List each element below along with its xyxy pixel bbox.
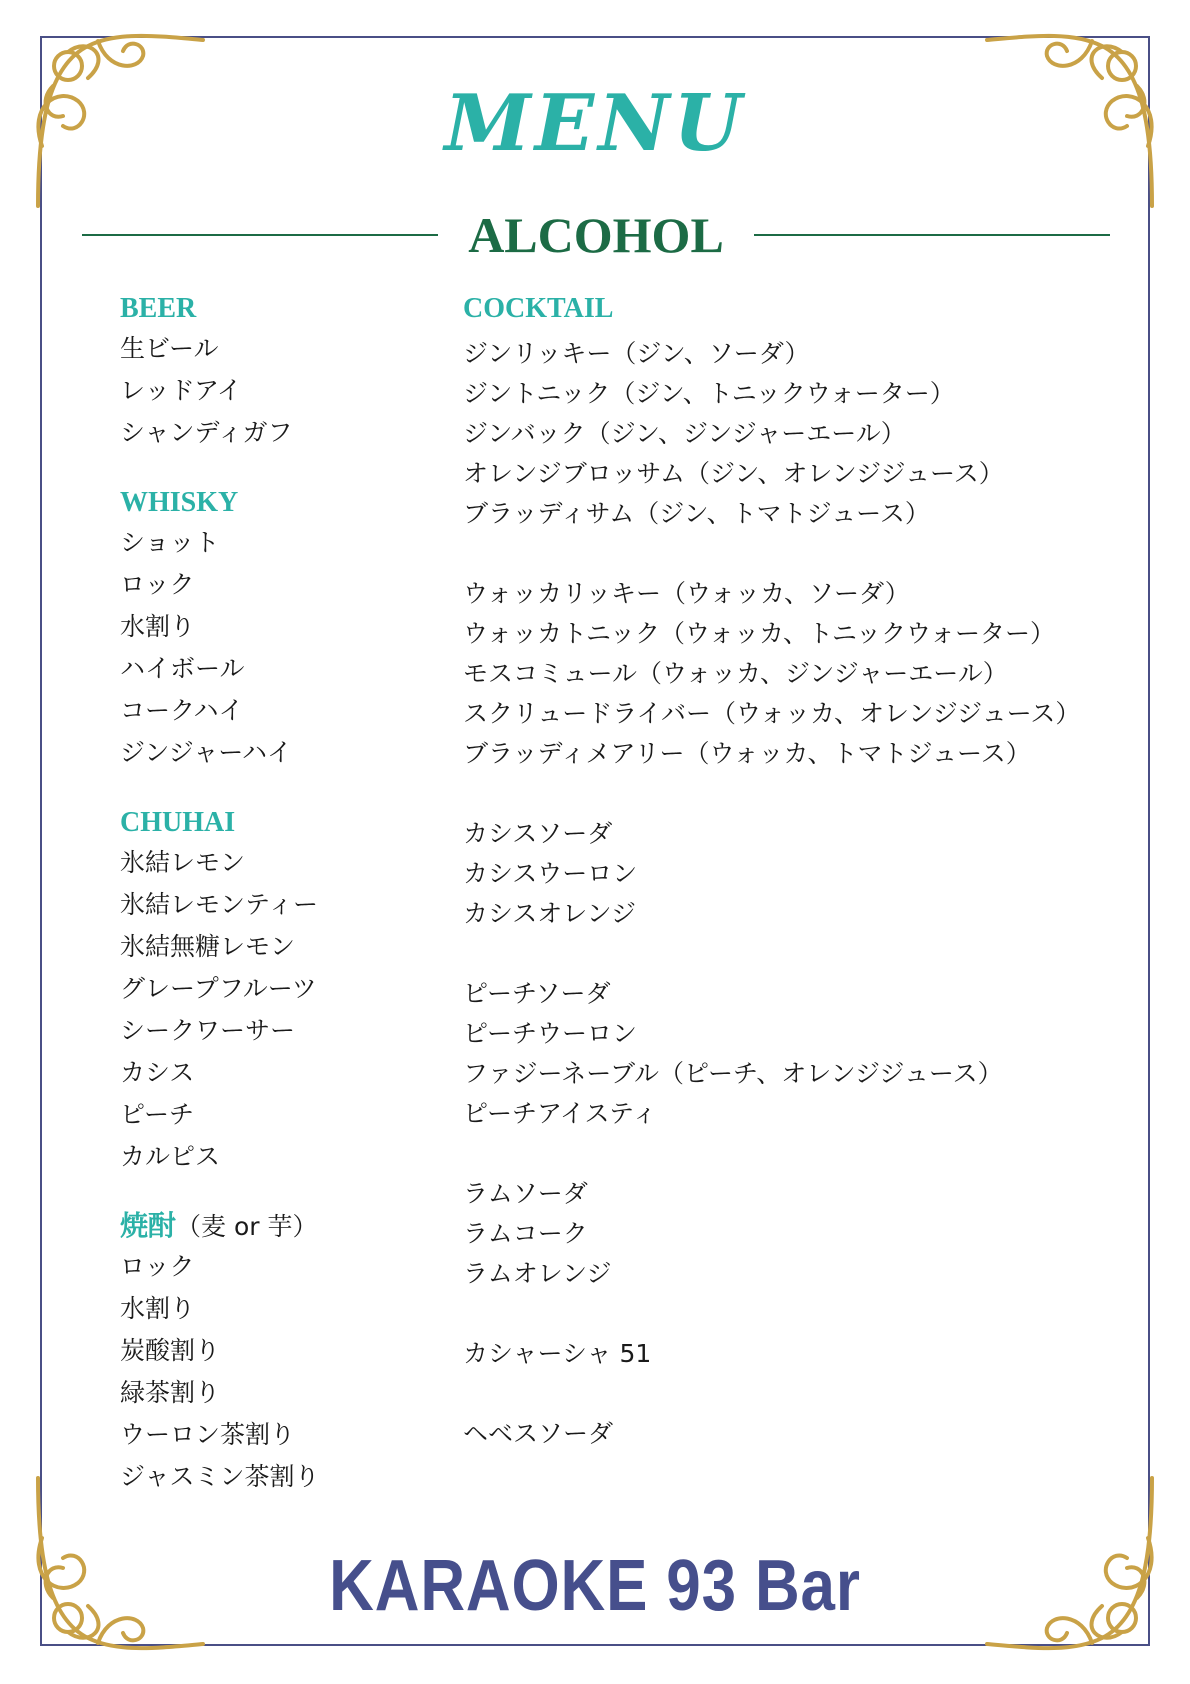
group-gap xyxy=(463,1374,1123,1414)
cocktail-item: ブラッディメアリー（ウォッカ、トマトジュース） xyxy=(463,739,1031,768)
category-suffix: （麦 or 芋） xyxy=(176,1212,318,1241)
menu-item: ジンジャーハイ xyxy=(120,738,293,767)
left-column xyxy=(120,290,440,1498)
menu-item: 氷結レモンティー xyxy=(120,890,319,919)
cocktail-item: カシャーシャ 51 xyxy=(463,1339,652,1368)
menu-item: カルピス xyxy=(120,1142,221,1171)
category-heading xyxy=(120,290,440,328)
group-gap xyxy=(463,774,1123,814)
cocktail-item: ピーチソーダ xyxy=(463,979,611,1008)
group-gap xyxy=(463,534,1123,574)
menu-item: ショット xyxy=(120,528,220,557)
cocktail-item: ウォッカトニック（ウォッカ、トニックウォーター） xyxy=(463,619,1056,648)
category-heading xyxy=(120,484,440,522)
section-heading-row xyxy=(82,205,1110,265)
section-heading: ALCOHOL xyxy=(468,207,724,263)
menu-item: カシス xyxy=(120,1058,195,1087)
category-cocktail: COCKTAIL xyxy=(463,293,614,324)
cocktail-item: カシスソーダ xyxy=(463,819,613,848)
cocktail-item: ヘベスソーダ xyxy=(463,1419,614,1448)
menu-title: MENU xyxy=(444,78,746,169)
cocktail-item: ラムソーダ xyxy=(463,1179,588,1208)
cocktail-item: カシスオレンジ xyxy=(463,899,637,928)
menu-item: 水割り xyxy=(120,1294,196,1323)
menu-item: ウーロン茶割り xyxy=(120,1420,296,1449)
menu-item: グレープフルーツ xyxy=(120,974,317,1003)
cocktail-item: ピーチアイスティ xyxy=(463,1099,658,1128)
right-column xyxy=(463,290,1123,1454)
menu-item: ジャスミン茶割り xyxy=(120,1462,320,1491)
menu-item: シークワーサー xyxy=(120,1016,296,1045)
group-gap xyxy=(463,934,1123,974)
category-label: 焼酎 xyxy=(120,1211,177,1242)
menu-item: 炭酸割り xyxy=(120,1336,221,1365)
menu-item: 氷結レモン xyxy=(120,848,246,877)
cocktail-item: ブラッディサム（ジン、トマトジュース） xyxy=(463,499,930,528)
footer-brand: KARAOKE 93 Bar xyxy=(329,1546,861,1626)
cocktail-item: スクリュードライバー（ウォッカ、オレンジジュース） xyxy=(463,699,1081,728)
cocktail-item: オレンジブロッサム（ジン、オレンジジュース） xyxy=(463,459,1004,488)
category-label: WHISKY xyxy=(120,487,239,518)
menu-item: 氷結無糖レモン xyxy=(120,932,296,961)
cocktail-item: ピーチウーロン xyxy=(463,1019,638,1048)
category-label: BEER xyxy=(120,293,197,324)
group-gap xyxy=(463,1294,1123,1334)
category-heading xyxy=(120,1208,440,1246)
menu-item: ロック xyxy=(120,1252,195,1281)
menu-item: ロック xyxy=(120,570,195,599)
section-gap xyxy=(120,1178,440,1208)
cocktail-item: カシスウーロン xyxy=(463,859,638,888)
group-gap xyxy=(463,1134,1123,1174)
cocktail-item: ジントニック（ジン、トニックウォーター） xyxy=(463,379,955,408)
cocktail-item: ジンリッキー（ジン、ソーダ） xyxy=(463,339,810,368)
menu-item: ハイボール xyxy=(120,654,245,683)
menu-item: レッドアイ xyxy=(120,376,242,405)
menu-item: 水割り xyxy=(120,612,196,641)
heading-rule-right xyxy=(754,234,1110,236)
cocktail-item: ウォッカリッキー（ウォッカ、ソーダ） xyxy=(463,579,910,608)
category-heading xyxy=(120,804,440,842)
menu-item: 生ビール xyxy=(120,334,219,363)
cocktail-item: モスコミュール（ウォッカ、ジンジャーエール） xyxy=(463,659,1008,688)
category-label: CHUHAI xyxy=(120,807,236,838)
section-gap xyxy=(120,774,440,804)
cocktail-item: ラムコーク xyxy=(463,1219,588,1248)
heading-rule-left xyxy=(82,234,438,236)
menu-item: シャンディガフ xyxy=(120,418,293,447)
menu-item: 緑茶割り xyxy=(120,1378,221,1407)
section-gap xyxy=(120,454,440,484)
cocktail-item: ファジーネーブル（ピーチ、オレンジジュース） xyxy=(463,1059,1003,1088)
menu-item: コークハイ xyxy=(120,696,244,725)
cocktail-item: ジンバック（ジン、ジンジャーエール） xyxy=(463,419,906,448)
menu-item: ピーチ xyxy=(120,1100,195,1129)
cocktail-item: ラムオレンジ xyxy=(463,1259,612,1288)
